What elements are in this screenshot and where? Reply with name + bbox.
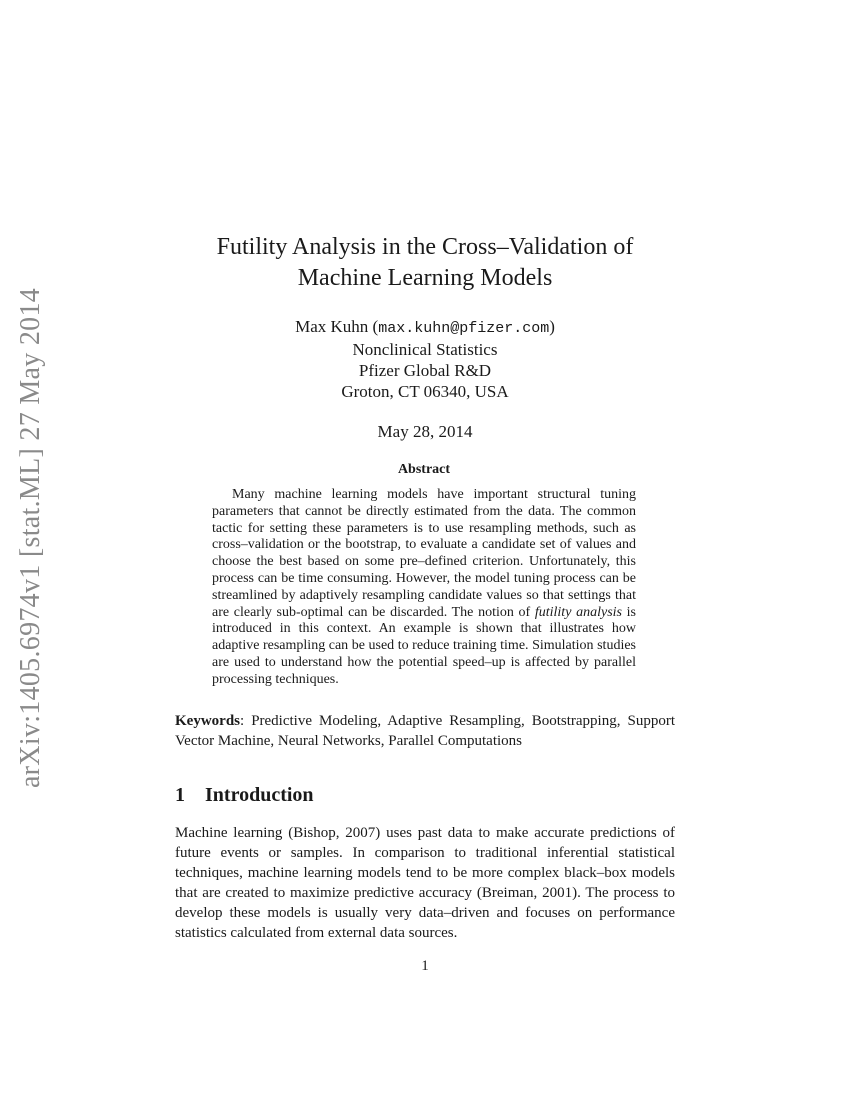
keywords-label: Keywords xyxy=(175,713,240,729)
abstract-italic-term: futility analysis xyxy=(534,604,622,620)
keywords-separator: : xyxy=(240,713,245,729)
page-number: 1 xyxy=(421,958,429,974)
author-line xyxy=(175,316,675,339)
abstract-text-1: Many machine learning models have important structural tuning parameters that cannot be directly estimated from the data. The common tactic for setting these parameters is to use resampling methods, such as cross–validation or the bootstrap, to evaluate a candidate set of values and choose the best based on some pre–defined criterion. Unfortunately, this process can be time consuming. However, the model tuning process can be streamlined by adaptively resampling candidate values so that settings that are clearly sub-optimal can be discarded. The notion of xyxy=(212,487,636,620)
abstract-heading: Abstract xyxy=(397,462,451,477)
publication-date: May 28, 2014 xyxy=(377,422,473,441)
title-line-2: Machine Learning Models xyxy=(297,265,553,291)
keywords-paragraph xyxy=(175,711,675,751)
abstract-body xyxy=(212,487,636,689)
abstract-text-2: is introduced in this context. An example is shown that illustrates how adaptive resampling can be used to reduce training time. Simulation studies are used to understand how the potential speed–up is affected by parallel processing techniques. xyxy=(212,604,636,687)
author-name-close: ) xyxy=(549,317,555,336)
keywords-text: Predictive Modeling, Adaptive Resampling, Bootstrapping, Support Vector Machine, Neural Networks, Parallel Computations xyxy=(175,713,675,749)
introduction-paragraph: Machine learning (Bishop, 2007) uses past data to make accurate predictions of future events or samples. In comparison to traditional inferential statistical techniques, machine learning models tend to be more complex black–box models that are created to maximize predictive accuracy (Breiman, 2001). The process to develop these models is usually very data–driven and focuses on performance statistics calculated from external data sources. xyxy=(175,825,675,941)
section-number: 1 xyxy=(175,784,185,806)
abstract-section xyxy=(212,462,636,689)
section-heading-introduction xyxy=(175,784,314,807)
author-name: Max Kuhn ( xyxy=(295,317,379,336)
paper-title xyxy=(175,232,675,294)
title-block xyxy=(175,232,675,442)
arxiv-stamp xyxy=(6,288,56,788)
author-organization: Pfizer Global R&D xyxy=(358,361,492,380)
author-department: Nonclinical Statistics xyxy=(352,340,498,359)
title-line-1: Futility Analysis in the Cross–Validation of xyxy=(216,234,634,260)
author-location: Groton, CT 06340, USA xyxy=(341,382,509,401)
author-email[interactable]: max.kuhn@pfizer.com xyxy=(378,320,550,337)
section-title: Introduction xyxy=(205,784,314,806)
arxiv-identifier: arXiv:1405.6974v1 [stat.ML] 27 May 2014 xyxy=(15,288,46,788)
author-block xyxy=(175,316,675,402)
